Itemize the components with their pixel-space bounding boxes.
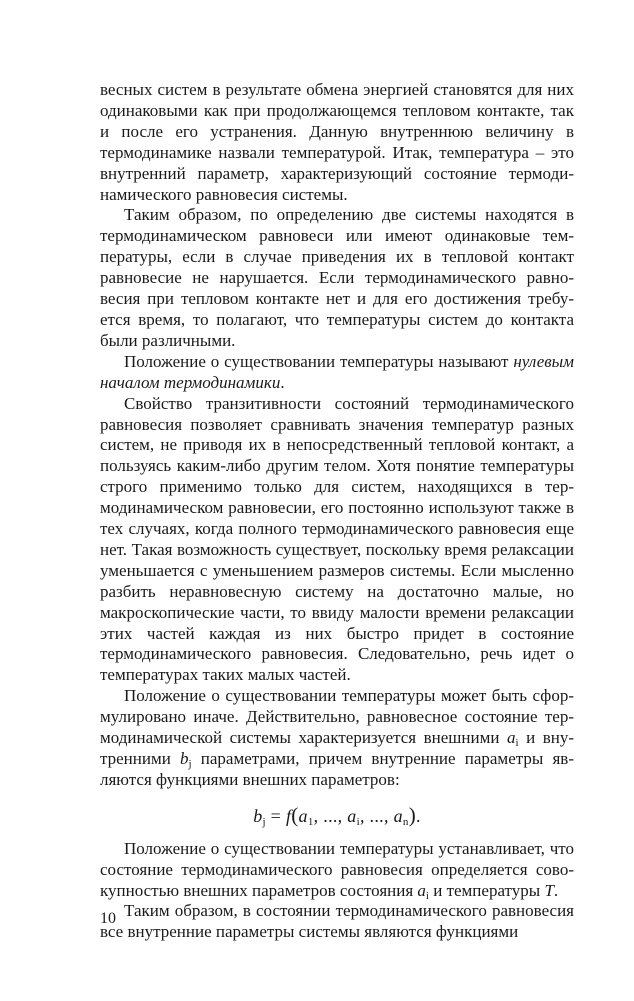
var-a: a bbox=[506, 728, 516, 748]
body-text bbox=[100, 80, 574, 943]
paragraph-6-text-b: и температуры bbox=[428, 880, 545, 900]
formula bbox=[100, 802, 574, 828]
formula-rparen: ) bbox=[408, 802, 416, 827]
paragraph-3-end: . bbox=[280, 372, 285, 392]
paragraph-4: Свойство транзитивности состояний термодинамического равновесия позволяет сравнивать значения температур разных систем, не приводя их в непосредственный тепловой контакт, а пользуясь каким-либо другим телом. Хотя понятие температуры строго применимо только для систем, находящихся в термодинамическом равновесии, его постоянно используют также в тех случаях, когда полного термодинамического равновесия еще нет. Такая возможность существует, поскольку время релаксации уменьшается с уменьшением размеров системы. Если мысленно разбить неравновесную систему на достаточно малые, но макроскопические части, то ввиду малости времени релаксации этих частей каждая из них быстро придет в состояние термодинамического равновесия. Следовательно, речь идет о температурах таких малых частей. bbox=[100, 393, 574, 685]
paragraph-7: Таким образом, в состоянии термодинамического равновесия все внутренние параметры системы являются функциями bbox=[100, 901, 574, 942]
var-b: b bbox=[180, 749, 189, 768]
term-zeroth-law: нулевым началом термодинамики bbox=[100, 351, 574, 392]
paragraph-3 bbox=[100, 352, 574, 394]
formula-f: f bbox=[285, 805, 292, 826]
formula-an: a bbox=[393, 805, 403, 826]
paragraph-6 bbox=[100, 839, 574, 902]
var-a-2: a bbox=[417, 880, 426, 900]
formula-sub-1: 1 bbox=[307, 815, 314, 828]
paragraph-5-text-c: параметрами, причем внутренние параметры являются функциями внешних параметров: bbox=[100, 749, 574, 789]
formula-ai: a bbox=[347, 805, 357, 826]
paragraph-3-text: Положение о существовании температуры называют bbox=[124, 351, 514, 371]
formula-a1: a bbox=[298, 805, 308, 826]
formula-eq: = bbox=[265, 805, 286, 826]
formula-sub-j: j bbox=[262, 815, 266, 828]
formula-lparen: ( bbox=[291, 802, 299, 827]
formula-period: . bbox=[415, 805, 421, 826]
paragraph-5-text-b: и внутренними bbox=[100, 728, 574, 768]
paragraph-5 bbox=[100, 686, 574, 791]
sub-j: j bbox=[188, 758, 192, 770]
var-T: T bbox=[544, 880, 554, 900]
paragraph-1: весных систем в результате обмена энергией становятся для них одинаковыми как при продолжающемся тепловом контакте, так и после его устранения. Данную внутреннюю величину в термодинамике назвали температурой. Итак, температура – это внутренний параметр, характеризующий состояние термодинамического равновесия системы. bbox=[100, 80, 574, 204]
formula-dots-2: , ..., bbox=[359, 805, 394, 826]
paragraph-6-text-a: Положение о существовании температуры устанавливает, что состояние термодинамического равновесия определяется совокупностью внешних параметров состояния bbox=[100, 838, 574, 900]
paragraph-2: Таким образом, по определению две системы находятся в термодинамическом равновеси или имеют одинаковые температуры, если в случае приведения их в тепловой контакт равновесие не нарушается. Если термодинамического равновесия при тепловом контакте нет и для его достижения требуется время, то полагают, что температуры систем до контакта были различными. bbox=[100, 205, 574, 350]
sub-i-2: i bbox=[425, 889, 429, 902]
page-number: 10 bbox=[100, 910, 116, 927]
formula-b: b bbox=[253, 805, 263, 826]
formula-sub-n: n bbox=[402, 815, 409, 828]
formula-sub-i: i bbox=[356, 815, 360, 828]
formula-dots-1: , ..., bbox=[313, 805, 348, 826]
paragraph-6-end: . bbox=[553, 880, 559, 900]
paragraph-5-text-a: Положение о существовании температуры может быть сформулировано иначе. Действительно, равновесное состояние термодинамической системы характеризуется внешними bbox=[100, 686, 574, 748]
sub-i: i bbox=[515, 737, 519, 750]
